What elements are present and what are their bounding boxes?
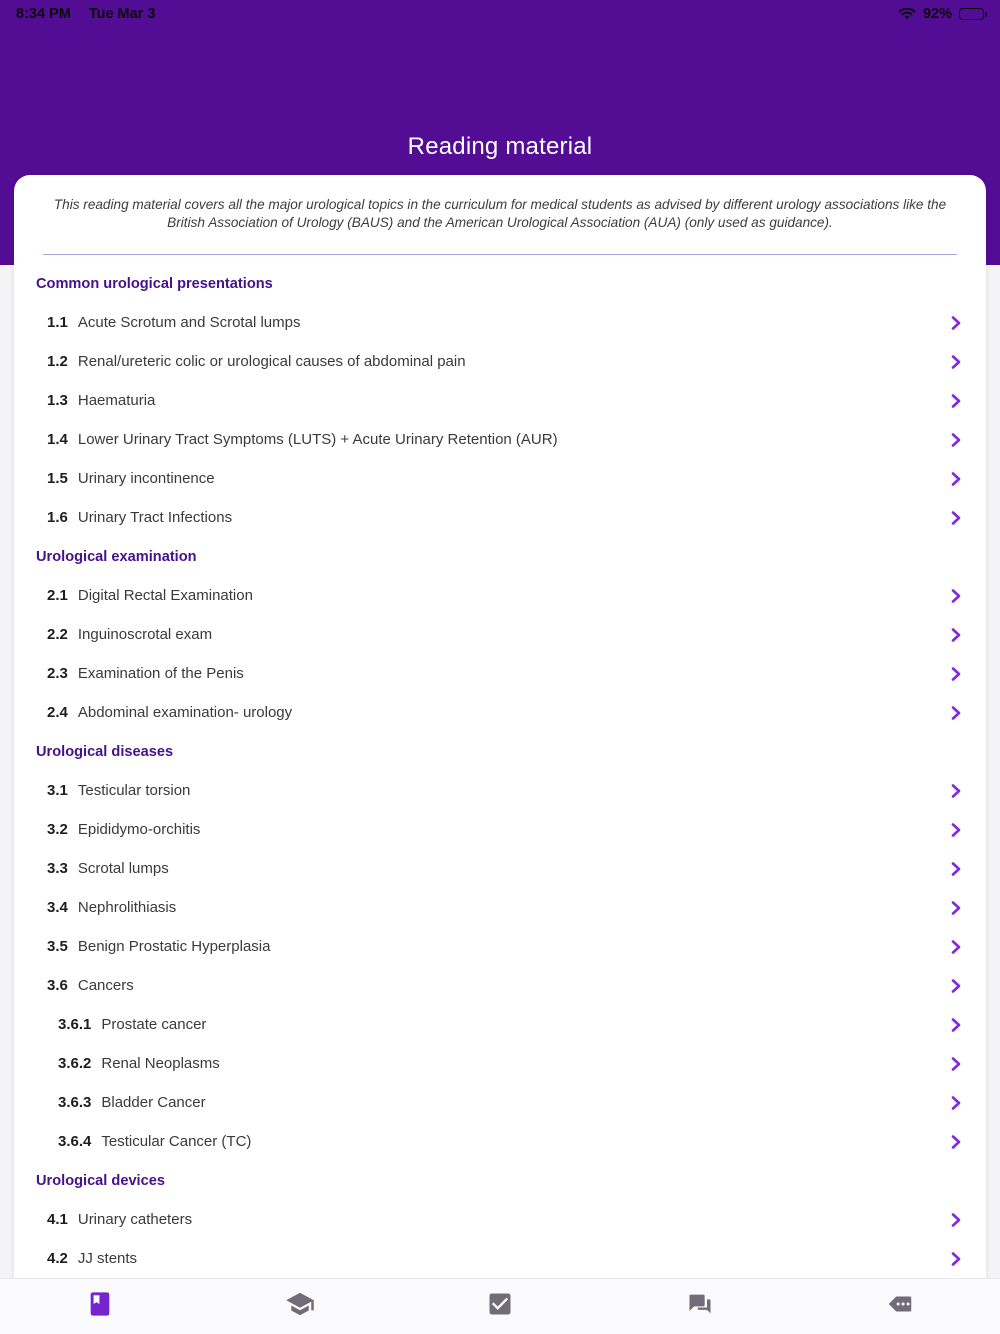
item-label: Urinary Tract Infections <box>77 509 233 526</box>
chevron-right-icon <box>948 1056 964 1072</box>
page-title: Reading material <box>407 133 593 160</box>
item-number: 1.3 <box>47 392 68 409</box>
item-number: 3.5 <box>47 938 68 955</box>
checkbox-icon <box>486 1290 514 1323</box>
list-item-4-1[interactable] <box>30 1200 970 1239</box>
list-item-2-1[interactable] <box>30 576 970 615</box>
chevron-right-icon <box>948 1251 964 1267</box>
item-label: Acute Scrotum and Scrotal lumps <box>77 314 301 331</box>
item-label: Examination of the Penis <box>77 665 244 682</box>
chevron-right-icon <box>948 861 964 877</box>
chevron-right-icon <box>948 471 964 487</box>
item-number: 1.4 <box>47 431 68 448</box>
forum-icon <box>686 1290 714 1323</box>
item-number: 4.2 <box>47 1250 68 1267</box>
book-icon <box>86 1290 114 1323</box>
list-item-2-2[interactable] <box>30 615 970 654</box>
school-icon <box>285 1289 315 1324</box>
list-item-3-3[interactable] <box>30 849 970 888</box>
section-header-urological-diseases: Urological diseases <box>36 743 174 760</box>
tab-quizzes[interactable] <box>400 1279 600 1334</box>
chevron-right-icon <box>948 1095 964 1111</box>
list-item-3-6-4[interactable] <box>30 1122 970 1161</box>
status-bar <box>0 0 1000 28</box>
section-header-common-presentations: Common urological presentations <box>36 275 273 292</box>
list-item-1-4[interactable] <box>30 420 970 459</box>
battery-icon <box>959 8 984 20</box>
item-label: Haematuria <box>77 392 156 409</box>
reading-material-card <box>14 175 986 1334</box>
list-item-1-1[interactable] <box>30 303 970 342</box>
item-label: Epididymo-orchitis <box>77 821 201 838</box>
item-label: Urinary catheters <box>77 1211 193 1228</box>
item-label: Testicular Cancer (TC) <box>101 1133 252 1150</box>
status-date: Tue Mar 3 <box>88 6 156 22</box>
item-number: 3.6.4 <box>58 1133 92 1150</box>
tab-discussions[interactable] <box>600 1279 800 1334</box>
item-number: 3.2 <box>47 821 68 838</box>
tab-feedback[interactable] <box>800 1279 1000 1334</box>
list-item-3-5[interactable] <box>30 927 970 966</box>
item-number: 3.6.2 <box>58 1055 92 1072</box>
item-number: 4.1 <box>47 1211 68 1228</box>
item-number: 3.6.3 <box>58 1094 92 1111</box>
item-number: 1.5 <box>47 470 68 487</box>
list-item-1-6[interactable] <box>30 498 970 537</box>
list-item-1-2[interactable] <box>30 342 970 381</box>
item-number: 3.6 <box>47 977 68 994</box>
chat-dots-icon <box>885 1289 915 1324</box>
item-label: Renal Neoplasms <box>101 1055 220 1072</box>
list-item-1-3[interactable] <box>30 381 970 420</box>
item-number: 3.3 <box>47 860 68 877</box>
bottom-tab-bar <box>0 1278 1000 1334</box>
item-label: Cancers <box>77 977 134 994</box>
item-label: Scrotal lumps <box>77 860 169 877</box>
item-number: 2.2 <box>47 626 68 643</box>
item-number: 2.4 <box>47 704 68 721</box>
chevron-right-icon <box>948 939 964 955</box>
item-label: Renal/ureteric colic or urological causes of abdominal pain <box>77 353 466 370</box>
chevron-right-icon <box>948 783 964 799</box>
list-item-4-2[interactable] <box>30 1239 970 1278</box>
wifi-icon <box>898 8 916 21</box>
chevron-right-icon <box>948 627 964 643</box>
item-label: Benign Prostatic Hyperplasia <box>77 938 271 955</box>
item-number: 3.1 <box>47 782 68 799</box>
chevron-right-icon <box>948 354 964 370</box>
item-label: Testicular torsion <box>77 782 191 799</box>
list-item-3-1[interactable] <box>30 771 970 810</box>
table-of-contents <box>14 264 986 1278</box>
item-label: Digital Rectal Examination <box>77 587 253 604</box>
tab-courses[interactable] <box>200 1279 400 1334</box>
list-item-3-4[interactable] <box>30 888 970 927</box>
item-number: 2.3 <box>47 665 68 682</box>
item-label: Prostate cancer <box>101 1016 207 1033</box>
chevron-right-icon <box>948 1134 964 1150</box>
chevron-right-icon <box>948 393 964 409</box>
item-number: 2.1 <box>47 587 68 604</box>
list-item-3-6[interactable] <box>30 966 970 1005</box>
chevron-right-icon <box>948 666 964 682</box>
list-item-3-2[interactable] <box>30 810 970 849</box>
chevron-right-icon <box>948 900 964 916</box>
list-item-3-6-2[interactable] <box>30 1044 970 1083</box>
item-number: 3.4 <box>47 899 68 916</box>
item-label: Inguinoscrotal exam <box>77 626 213 643</box>
intro-paragraph: This reading material covers all the major urological topics in the curriculum for medical students as advised by different urology associations like the British Association of Urology (BAUS) and the American Urological Association (AUA) (only used as guidance). <box>53 197 947 230</box>
section-header-urological-examination: Urological examination <box>36 548 197 565</box>
chevron-right-icon <box>948 1212 964 1228</box>
chevron-right-icon <box>948 978 964 994</box>
item-number: 1.1 <box>47 314 68 331</box>
chevron-right-icon <box>948 315 964 331</box>
item-number: 1.2 <box>47 353 68 370</box>
divider <box>43 254 957 255</box>
item-label: Nephrolithiasis <box>77 899 177 916</box>
item-label: Urinary incontinence <box>77 470 215 487</box>
chevron-right-icon <box>948 822 964 838</box>
chevron-right-icon <box>948 510 964 526</box>
chevron-right-icon <box>948 705 964 721</box>
item-number: 1.6 <box>47 509 68 526</box>
item-label: Bladder Cancer <box>101 1094 206 1111</box>
status-time: 8:34 PM <box>16 6 71 22</box>
item-label: Lower Urinary Tract Symptoms (LUTS) + Acute Urinary Retention (AUR) <box>77 431 558 448</box>
chevron-right-icon <box>948 588 964 604</box>
chevron-right-icon <box>948 1017 964 1033</box>
chevron-right-icon <box>948 432 964 448</box>
item-label: JJ stents <box>77 1250 138 1267</box>
list-item-2-4[interactable] <box>30 693 970 732</box>
battery-percent: 92% <box>922 6 952 22</box>
tab-reading-material[interactable] <box>0 1279 200 1334</box>
section-header-urological-devices: Urological devices <box>36 1172 165 1189</box>
list-item-1-5[interactable] <box>30 459 970 498</box>
item-number: 3.6.1 <box>58 1016 92 1033</box>
list-item-3-6-1[interactable] <box>30 1005 970 1044</box>
item-label: Abdominal examination- urology <box>77 704 293 721</box>
list-item-2-3[interactable] <box>30 654 970 693</box>
list-item-3-6-3[interactable] <box>30 1083 970 1122</box>
